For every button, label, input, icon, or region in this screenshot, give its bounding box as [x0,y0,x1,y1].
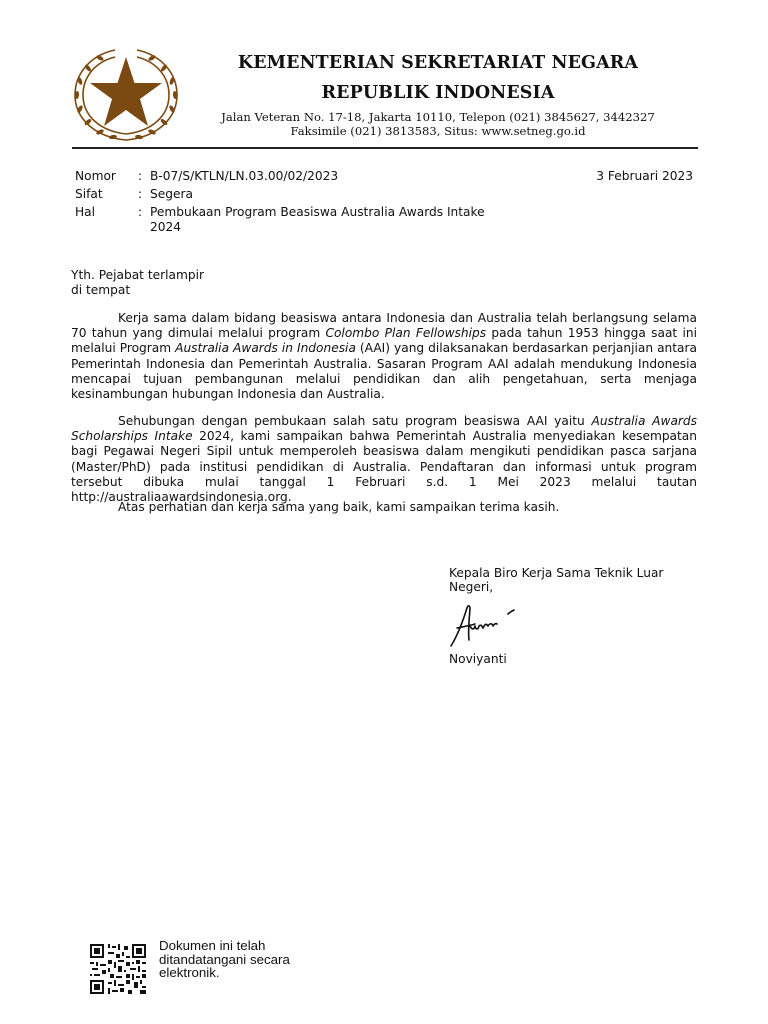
handwritten-signature-icon [448,602,524,652]
sifat-colon: : [138,187,143,201]
nomor-value: B-07/S/KTLN/LN.03.00/02/2023 [150,169,339,183]
esign-line3: elektronik. [159,965,220,980]
qr-code-icon [90,944,146,994]
signatory-title-line2: Negeri, [449,580,494,594]
nomor-colon: : [138,169,143,183]
nomor-label: Nomor [75,169,116,183]
hal-value-line2: 2024 [150,220,182,234]
recipient-line2: di tempat [71,283,131,297]
hal-label: Hal [75,205,96,219]
body-paragraph-3: Atas perhatian dan kerja sama yang baik, kami sampaikan terima kasih. [118,500,560,514]
body-paragraph-2: Sehubungan dengan pembukaan salah satu program beasiswa AAI yaitu Australia Awards Scholarships Intake 2024, kami sampaikan bahwa Pemerintah Australia menyediakan kesempatan bagi Pegawai Negeri Sipil untuk memperoleh beasiswa dalam mengikuti pendidikan pasca sarjana (Master/PhD) pada institusi pendidikan di Australia. Pendaftaran dan informasi untuk program tersebut dibuka mulai tanggal 1 Februari s.d. 1 Mei 2023 melalui tautan http://australiaawardsindonesia.org. [71,414,698,505]
country-name: REPUBLIK INDONESIA [321,83,555,103]
letter-date: 3 Februari 2023 [596,169,693,183]
signatory-name: Noviyanti [449,652,507,666]
signatory-title-line1: Kepala Biro Kerja Sama Teknik Luar [449,566,664,580]
hal-colon: : [138,205,143,219]
ministry-name: KEMENTERIAN SEKRETARIAT NEGARA [237,53,639,73]
body-paragraph-1: Kerja sama dalam bidang beasiswa antara Indonesia dan Australia telah berlangsung selama 70 tahun yang dimulai melalui program Colombo Plan Fellowships pada tahun 1953 hingga saat ini melalui Program Australia Awards in Indonesia (AAI) yang dilaksanakan berdasarkan perjanjian antara Pemerintah Indonesia dan Pemerintah Australia. Sasaran Program AAI adalah mendukung Indonesia mencapai tujuan pembangunan melalui pendidikan dan alih pengetahuan, serta menjaga kesinambungan hubungan Indonesia dan Australia. [71,311,697,402]
esign-line2: ditandatangani secara [159,951,290,967]
garuda-star-emblem-icon [71,45,181,145]
sifat-value: Segera [150,187,193,201]
esign-line1: Dokumen ini telah [159,938,266,953]
recipient-line1: Yth. Pejabat terlampir [71,268,204,282]
letterhead-contact: Faksimile (021) 3813583, Situs: www.setneg.go.id [290,124,586,138]
hal-value-line1: Pembukaan Program Beasiswa Australia Awards Intake [150,205,485,219]
sifat-label: Sifat [75,187,103,201]
letterhead-address: Jalan Veteran No. 17-18, Jakarta 10110, Telepon (021) 3845627, 3442327 [221,110,655,124]
electronic-signature-note [159,939,329,980]
letterhead-divider [72,147,698,149]
